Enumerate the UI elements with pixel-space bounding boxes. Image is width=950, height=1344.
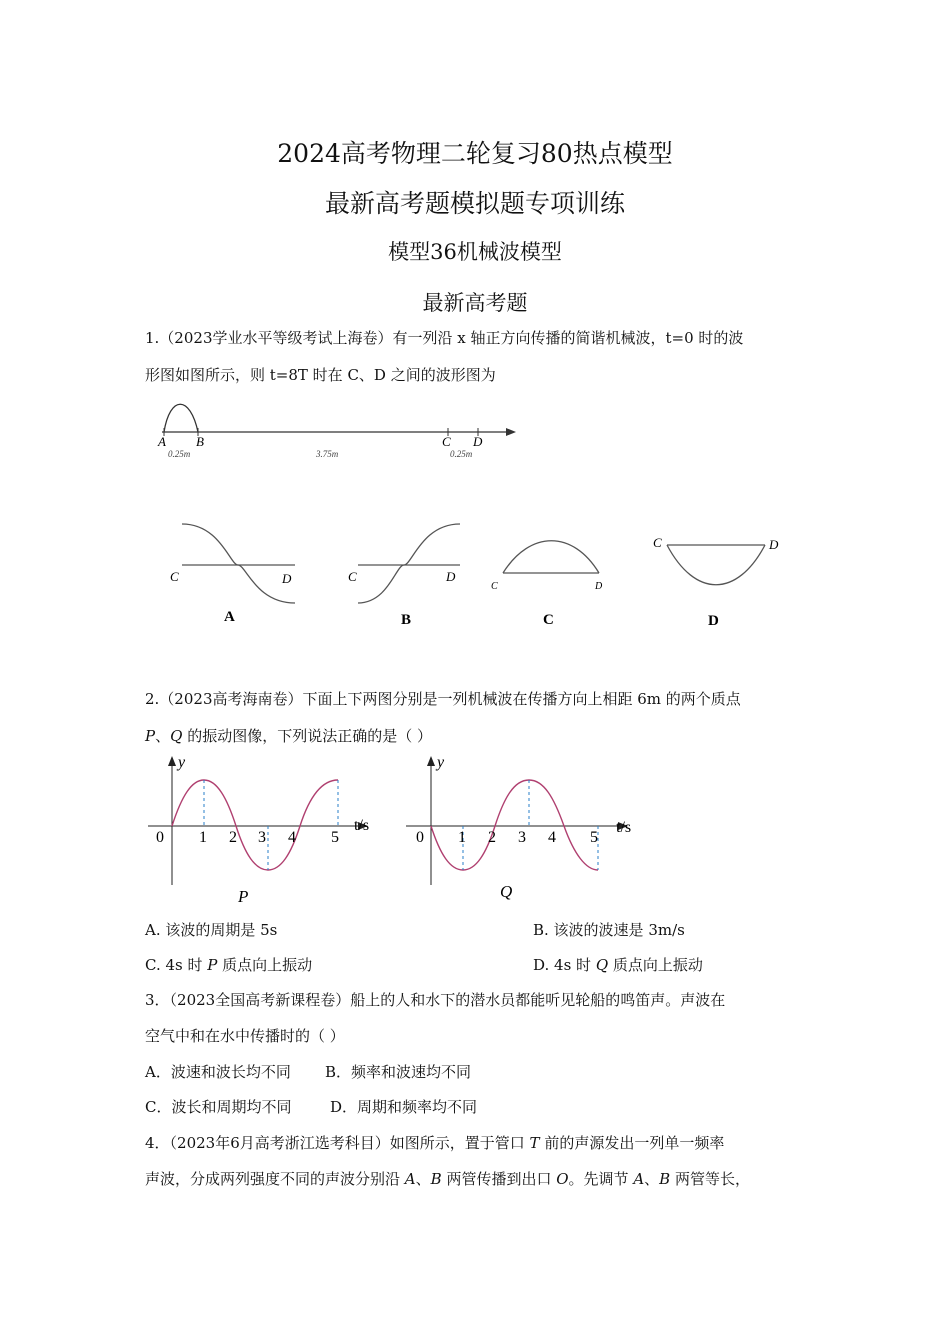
doc-title: 2024高考物理二轮复习80热点模型 xyxy=(277,139,673,168)
opt-c-d-label: D xyxy=(595,581,603,592)
opt-c-letter: C xyxy=(543,612,554,628)
graph-q-tick-4: 4 xyxy=(548,829,556,846)
graph-p-tick-3: 3 xyxy=(258,829,266,846)
opt-a-d-label: D xyxy=(282,571,292,586)
point-a-label: A xyxy=(158,434,166,449)
q2-line2: P、Q 的振动图像，下列说法正确的是（ ） xyxy=(145,727,432,745)
opt-d-letter: D xyxy=(708,613,719,629)
section-title: 最新高考题 xyxy=(422,291,528,315)
q2-option-d: D. 4s 时 Q 质点向上振动 xyxy=(533,956,703,974)
q2-option-c: C. 4s 时 P 质点向上振动 xyxy=(145,956,313,974)
q1-option-d-figure xyxy=(645,528,790,633)
graph-p-name: P xyxy=(238,887,249,906)
dist-cd-label: 0.25m xyxy=(450,449,473,459)
graph-p-t-label: t/s xyxy=(354,817,370,834)
q2-option-b: B. 该波的波速是 3m/s xyxy=(533,921,685,939)
opt-b-c-label: C xyxy=(348,569,357,584)
q2-line1: 2.（2023高考海南卷）下面上下两图分别是一列机械波在传播方向上相距 6m 的两个质点 xyxy=(145,690,741,708)
graph-q-tick-5: 5 xyxy=(590,829,598,846)
q1-line2: 形图如图所示，则 t=8T 时在 C、D 之间的波形图为 xyxy=(145,366,496,384)
graph-q xyxy=(400,750,650,910)
graph-p-tick-4: 4 xyxy=(288,829,296,846)
dist-bc-label: 3.75m xyxy=(316,449,339,459)
q1-option-a-figure xyxy=(160,515,305,630)
q3-option-b: B．频率和波速均不同 xyxy=(325,1063,472,1081)
graph-p-tick-1: 1 xyxy=(199,829,207,846)
graph-q-tick-0: 0 xyxy=(416,829,424,846)
q1-option-c-figure xyxy=(485,525,615,630)
opt-c-c-label: C xyxy=(491,581,498,592)
q3-option-a: A．波速和波长均不同 xyxy=(145,1063,291,1081)
graph-q-tick-1: 1 xyxy=(458,829,466,846)
graph-p-tick-5: 5 xyxy=(331,829,339,846)
opt-d-d-label: D xyxy=(769,537,779,552)
q3-line1: 3．（2023全国高考新课程卷）船上的人和水下的潜水员都能听见轮船的鸣笛声。声波在 xyxy=(145,991,726,1009)
doc-subtitle: 最新高考题模拟题专项训练 xyxy=(324,189,625,218)
graph-p-y-label: y xyxy=(178,754,186,771)
q3-option-c: C．波长和周期均不同 xyxy=(145,1098,292,1116)
graph-q-y-label: y xyxy=(437,754,445,771)
graph-p xyxy=(140,750,390,910)
q1-line1: 1.（2023学业水平等级考试上海卷）有一列沿 x 轴正方向传播的简谐机械波，t=0 时的波 xyxy=(145,329,744,347)
q3-line2: 空气中和在水中传播时的（ ） xyxy=(145,1027,345,1045)
q1-wave-figure xyxy=(140,395,530,465)
model-title: 模型36机械波模型 xyxy=(388,240,562,264)
graph-q-tick-2: 2 xyxy=(488,829,496,846)
opt-b-d-label: D xyxy=(446,569,456,584)
graph-q-t-label: t/s xyxy=(616,819,632,836)
q3-option-d: D．周期和频率均不同 xyxy=(330,1098,478,1116)
graph-p-tick-0: 0 xyxy=(156,829,164,846)
opt-a-c-label: C xyxy=(170,569,179,584)
point-d-label: D xyxy=(473,434,483,449)
point-c-label: C xyxy=(442,434,451,449)
q1-option-b-figure xyxy=(338,515,468,630)
q4-line2: 声波，分成两列强度不同的声波分别沿 A、B 两管传播到出口 O。先调节 A、B 两管等长， xyxy=(145,1170,750,1188)
dist-ab-label: 0.25m xyxy=(168,449,191,459)
graph-q-tick-3: 3 xyxy=(518,829,526,846)
opt-b-letter: B xyxy=(401,612,412,628)
graph-q-name: Q xyxy=(500,882,513,901)
q2-option-a: A. 该波的周期是 5s xyxy=(145,921,278,939)
point-b-label: B xyxy=(196,434,204,449)
q4-line1: 4．（2023年6月高考浙江选考科目）如图所示，置于管口 T 前的声源发出一列单一频率 xyxy=(145,1134,725,1152)
opt-d-c-label: C xyxy=(653,535,662,550)
opt-a-letter: A xyxy=(224,609,235,625)
graph-p-tick-2: 2 xyxy=(229,829,237,846)
